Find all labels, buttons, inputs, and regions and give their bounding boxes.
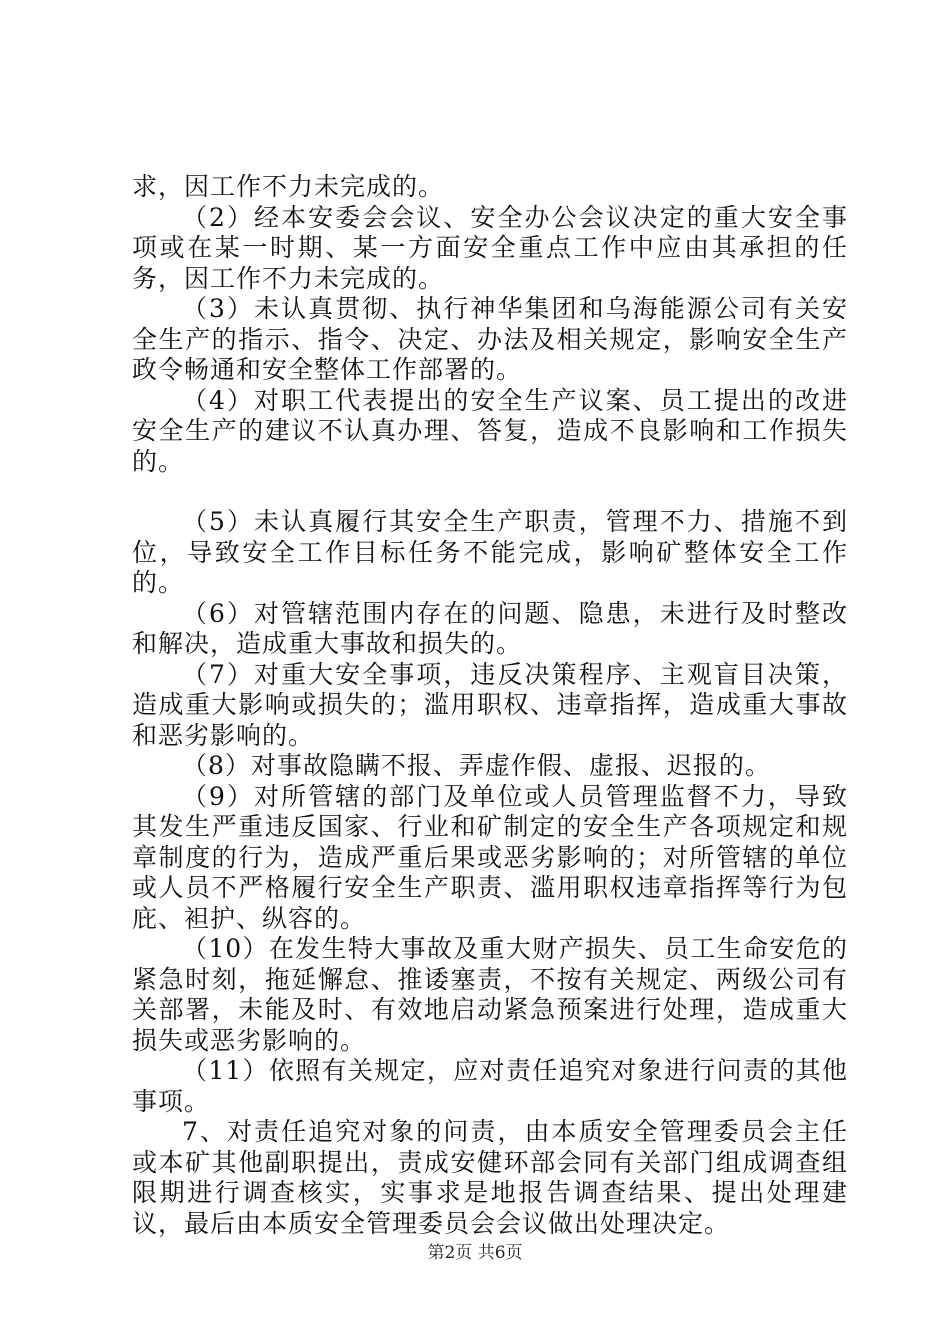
paragraph-item-11: （11）依照有关规定，应对责任追究对象进行问责的其他事项。	[132, 1056, 848, 1116]
paragraph-item-7: （7）对重大安全事项，违反决策程序、主观盲目决策，造成重大影响或损失的；滥用职权、违章指挥，造成重大事故和恶劣影响的。	[132, 659, 848, 750]
document-body	[132, 172, 848, 1239]
paragraph-item-9: （9）对所管辖的部门及单位或人员管理监督不力，导致其发生严重违反国家、行业和矿制定的安全生产各项规定和规章制度的行为，造成严重后果或恶劣影响的；对所管辖的单位或人员不严格履行安全生产职责、滥用职权违章指挥等行为包庇、袒护、纵容的。	[132, 781, 848, 933]
paragraph-continuation: 求，因工作不力未完成的。	[132, 172, 445, 201]
paragraph-item-2: （2）经本安委会会议、安全办公会议决定的重大安全事项或在某一时期、某一方面安全重点工作中应由其承担的任务，因工作不力未完成的。	[132, 202, 848, 293]
paragraph-item-3: （3）未认真贯彻、执行神华集团和乌海能源公司有关安全生产的指示、指令、决定、办法及相关规定，影响安全生产政令畅通和安全整体工作部署的。	[132, 294, 848, 384]
paragraph-item-4: （4）对职工代表提出的安全生产议案、员工提出的改进安全生产的建议不认真办理、答复，造成不良影响和工作损失的。	[132, 385, 848, 476]
paragraph-item-8: （8）对事故隐瞒不报、弄虚作假、虚报、迟报的。	[182, 751, 771, 780]
paragraph-item-6: （6）对管辖范围内存在的问题、隐患，未进行及时整改和解决，造成重大事故和损失的。	[132, 598, 848, 658]
paragraph-section-7: 7、对责任追究对象的问责，由本质安全管理委员会主任或本矿其他副职提出，责成安健环部会同有关部门组成调查组限期进行调查核实，实事求是地报告调查结果、提出处理建议，最后由本质安全管理委员会会议做出处理决定。	[132, 1117, 848, 1238]
page-number-footer: 第2页 共6页	[427, 1243, 523, 1263]
paragraph-item-10: （10）在发生特大事故及重大财产损失、员工生命安危的紧急时刻，拖延懈怠、推诿塞责，不按有关规定、两级公司有关部署，未能及时、有效地启动紧急预案进行处理，造成重大损失或恶劣影响的。	[132, 934, 848, 1055]
paragraph-item-5: （5）未认真履行其安全生产职责，管理不力、措施不到位，导致安全工作目标任务不能完成，影响矿整体安全工作的。	[132, 507, 848, 597]
